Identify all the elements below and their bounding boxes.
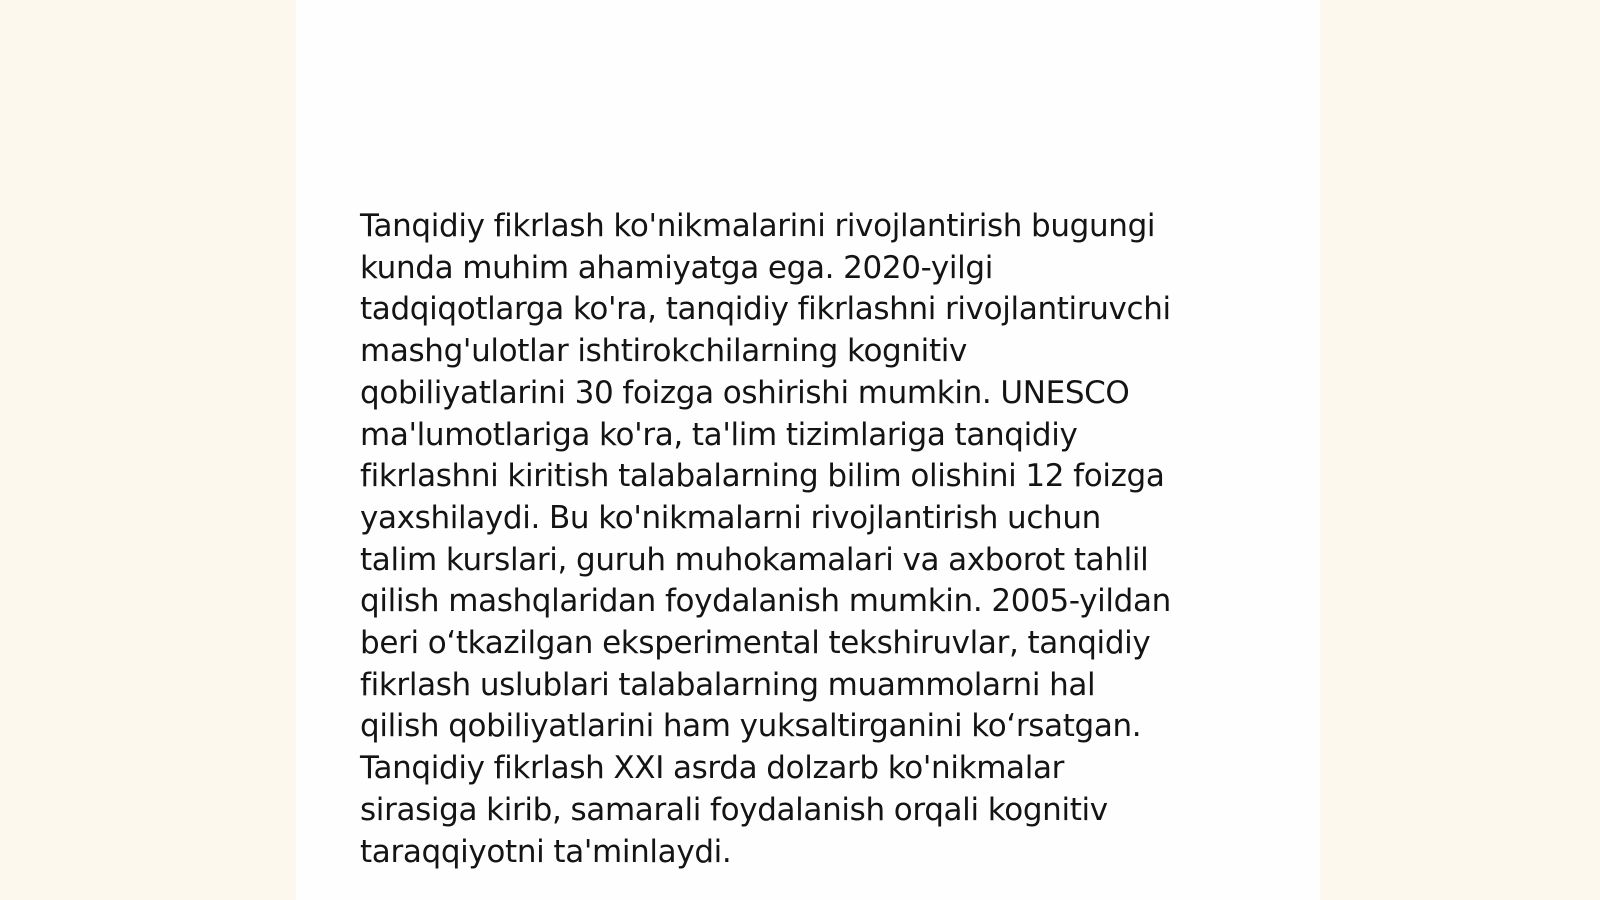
paragraph-line: Tanqidiy fikrlash XXI asrda dolzarb ko'nikmalar (360, 750, 1065, 787)
body-paragraph (360, 206, 1240, 873)
paragraph-line: qobiliyatlarini 30 foizga oshirishi mumkin. UNESCO (360, 374, 1130, 411)
paragraph-line: Tanqidiy fikrlash ko'nikmalarini rivojlantirish bugungi (360, 208, 1156, 244)
paragraph-line: beri oʻtkazilgan eksperimental tekshiruvlar, tanqidiy (360, 625, 1151, 662)
paragraph-line: fikrlashni kiritish talabalarning bilim olishini 12 foizga (360, 458, 1165, 495)
paragraph-line: sirasiga kirib, samarali foydalanish orqali kognitiv (360, 791, 1108, 828)
paragraph-line: fikrlash uslublari talabalarning muammolarni hal (360, 666, 1096, 703)
paragraph-line: tadqiqotlarga ko'ra, tanqidiy fikrlashni rivojlantiruvchi (360, 291, 1171, 328)
paragraph-line: qilish qobiliyatlarini ham yuksaltirganini koʻrsatgan. (360, 708, 1142, 745)
paragraph-line: talim kurslari, guruh muhokamalari va axborot tahlil (360, 541, 1149, 578)
paragraph-line: yaxshilaydi. Bu ko'nikmalarni rivojlantirish uchun (360, 499, 1101, 536)
document-page (296, 0, 1320, 900)
paragraph-line: taraqqiyotni ta'minlaydi. (360, 833, 732, 870)
paragraph-line: qilish mashqlaridan foydalanish mumkin. 2005-yildan (360, 583, 1171, 620)
paragraph-line: mashg'ulotlar ishtirokchilarning kognitiv (360, 333, 968, 370)
paragraph-line: ma'lumotlariga ko'ra, ta'lim tizimlariga tanqidiy (360, 416, 1078, 453)
paragraph-line: kunda muhim ahamiyatga ega. 2020-yilgi (360, 249, 994, 286)
